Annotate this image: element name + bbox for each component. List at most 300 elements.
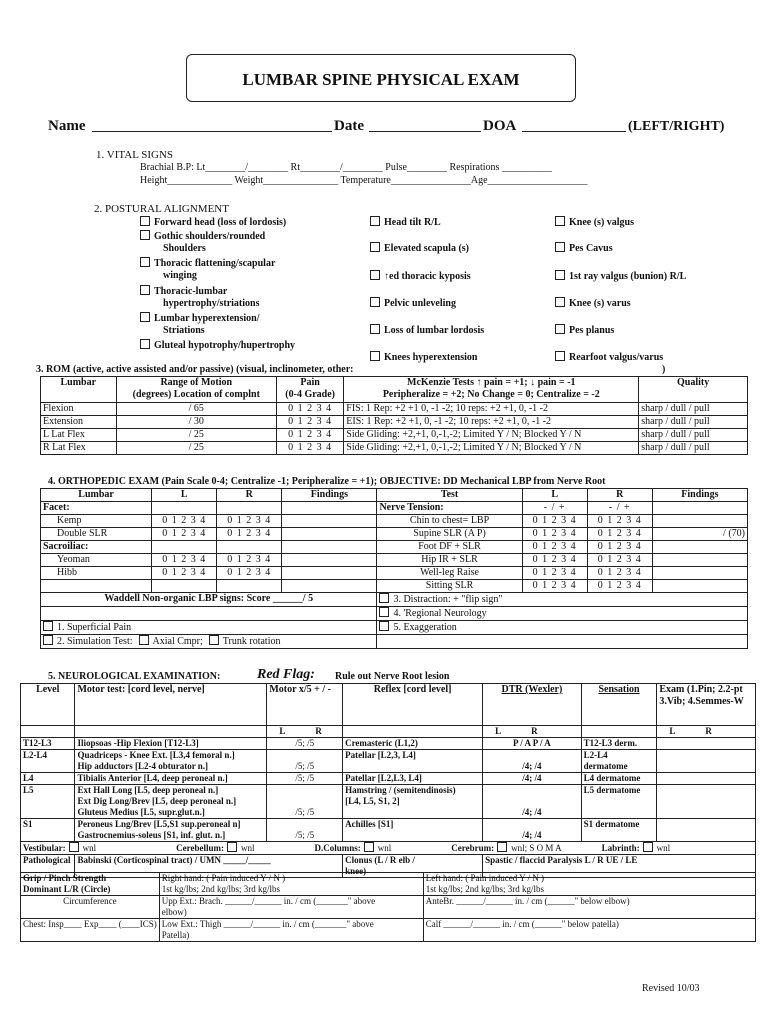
- neuro-row: [21, 785, 756, 819]
- checkbox[interactable]: [139, 635, 149, 645]
- ortho-cell: Foot DF + SLR: [377, 541, 522, 554]
- ortho-cell[interactable]: 0 1 2 3 4: [522, 541, 587, 554]
- left-hand: [423, 873, 755, 896]
- posture-text: Thoracic flattening/scapular: [154, 258, 276, 269]
- posture-text: ↑ed thoracic kyposis: [384, 271, 471, 282]
- w2-text: 2. Simulation Test:: [57, 636, 133, 647]
- neuro-sens: [581, 785, 657, 819]
- ortho-cell: [217, 580, 282, 593]
- ortho-cell[interactable]: 0 1 2 3 4: [152, 515, 217, 528]
- motor-line: Gluteus Medius [L5, supr.glut.n.]: [77, 807, 205, 817]
- rom-cell: FIS: 1 Rep: +2 +1 0, -1 -2; 10 reps: +2 +1, 0, -1 -2: [344, 403, 639, 416]
- w1-text: 1. Superficial Pain: [57, 622, 132, 633]
- motor-line: Hip adductors [L2-4 obturator n.]: [77, 761, 209, 771]
- ortho-h-findings: Findings: [282, 489, 377, 502]
- rom-h-range: [116, 377, 276, 403]
- posture-text: Lumbar hyperextension/: [154, 313, 260, 324]
- rom-cell: / 65: [116, 403, 276, 416]
- posture-text: Head tilt R/L: [384, 217, 441, 228]
- ortho-cell: [282, 515, 377, 528]
- ortho-cell[interactable]: 0 1 2 3 4: [217, 567, 282, 580]
- vitals-line1: Brachial B.P: Lt________/________ Rt________/________ Pulse________ Respirations __________: [140, 162, 552, 173]
- checkbox[interactable]: [370, 324, 380, 334]
- neuro-exam[interactable]: [657, 750, 756, 773]
- rom-h-pain2: (0-4 Grade): [285, 389, 335, 400]
- ortho-cell: [282, 541, 377, 554]
- rh2: 1st kg/lbs; 2nd kg/lbs; 3rd kg/lbs: [161, 884, 281, 894]
- ortho-cell: Well-leg Raise: [377, 567, 522, 580]
- ortho-cell: Yeoman: [41, 554, 152, 567]
- low1: Low Ext.: Thigh ______/______ in. / cm (_______" above: [161, 919, 374, 929]
- neuro-heading: 5. NEUROLOGICAL EXAMINATION:: [48, 671, 221, 682]
- ortho-cell: - / +: [522, 502, 587, 515]
- ortho-cell: Sacroiliac:: [41, 541, 152, 554]
- grip-table: [20, 872, 756, 942]
- posture-text: 1st ray valgus (bunion) R/L: [569, 271, 687, 282]
- rom-cell: / 25: [116, 429, 276, 442]
- ortho-row: [41, 515, 748, 528]
- side-label: (LEFT/RIGHT): [628, 119, 725, 134]
- ortho-cell: [652, 567, 747, 580]
- motor-line: Gastrocnemius-soleus [S1, inf. glut. n.]: [77, 830, 226, 840]
- rom-row: [41, 442, 748, 455]
- vest-label: Labrinth:: [601, 843, 640, 853]
- posture-item: [370, 351, 477, 364]
- rom-cell: sharp / dull / pull: [639, 429, 748, 442]
- l-label: L: [495, 726, 502, 736]
- neuro-row: [21, 819, 756, 842]
- ortho-h-test: Test: [377, 489, 522, 502]
- checkbox[interactable]: [364, 842, 374, 852]
- ortho-heading: 4. ORTHOPEDIC EXAM (Pain Scale 0-4; Centralize -1; Peripheralize = +1); OBJECTIVE: DD Mechanical LBP from Nerve Root: [48, 476, 606, 487]
- clonus-2: knee): [345, 866, 367, 876]
- rom-heading-close: ): [662, 364, 666, 375]
- name-line[interactable]: [92, 131, 332, 132]
- ortho-cell[interactable]: 0 1 2 3 4: [152, 528, 217, 541]
- l-label: L: [279, 726, 286, 736]
- right-hand: [159, 873, 423, 896]
- checkbox[interactable]: [140, 312, 150, 322]
- calf: Calf ______/______ in. / cm (______" below patella): [423, 919, 755, 942]
- neuro-lr-row: [21, 726, 756, 738]
- ortho-cell[interactable]: 0 1 2 3 4: [217, 515, 282, 528]
- neuro-sens: [581, 750, 657, 773]
- ortho-cell[interactable]: 0 1 2 3 4: [217, 528, 282, 541]
- neuro-mx[interactable]: /5; /5: [267, 738, 343, 750]
- vest-val: wnl: [241, 843, 255, 853]
- rom-h-pain: [277, 377, 344, 403]
- rom-cell: R Lat Flex: [41, 442, 117, 455]
- neuro-row: [21, 738, 756, 750]
- red-flag: Red Flag:: [257, 667, 315, 682]
- ortho-cell: Hip IR + SLR: [377, 554, 522, 567]
- waddell-5: [377, 621, 748, 635]
- neuro-h-dtr: DTR (Wexler): [483, 684, 582, 726]
- posture-item: [555, 242, 613, 255]
- r-label: R: [531, 726, 538, 736]
- neuro-h-level: Level: [21, 684, 75, 726]
- ortho-cell: [152, 502, 217, 515]
- posture-item: [555, 351, 663, 364]
- neuro-sens: [581, 738, 657, 750]
- rom-h-mck2: Peripheralize = +2; No Change = 0; Centralize = -2: [382, 389, 600, 400]
- reflex-line: [L4, L5, S1, 2]: [345, 796, 400, 806]
- doa-line[interactable]: [522, 131, 626, 132]
- checkbox[interactable]: [69, 842, 79, 852]
- checkbox[interactable]: [379, 621, 389, 631]
- checkbox[interactable]: [379, 607, 389, 617]
- vest-val: wnl: [377, 843, 392, 853]
- rh1: Right hand: ( Pain induced Y / N ): [161, 873, 286, 883]
- checkbox[interactable]: [555, 270, 565, 280]
- ortho-cell: [652, 515, 747, 528]
- rule-out: Rule out Nerve Root lesion: [335, 671, 450, 682]
- ortho-cell[interactable]: 0 1 2 3 4: [152, 554, 217, 567]
- sens-line: L2-L4: [583, 750, 608, 760]
- neuro-dtr[interactable]: /4; /4: [483, 819, 582, 842]
- clonus-1: Clonus (L / R elb /: [345, 855, 415, 865]
- posture-text: hypertrophy/striations: [163, 298, 260, 309]
- neuro-exam[interactable]: [657, 738, 756, 750]
- checkbox[interactable]: [140, 339, 150, 349]
- waddell-score: Waddell Non-organic LBP signs: Score ______/ 5: [41, 593, 377, 607]
- checkbox[interactable]: [43, 621, 53, 631]
- vest-val: wnl; S O M A: [511, 843, 562, 853]
- posture-item: [370, 297, 456, 310]
- ortho-cell[interactable]: 0 1 2 3 4: [587, 580, 652, 593]
- neuro-mx[interactable]: /5; /5: [267, 773, 343, 785]
- checkbox[interactable]: [140, 257, 150, 267]
- rom-cell: sharp / dull / pull: [639, 403, 748, 416]
- name-label: Name: [48, 118, 86, 134]
- vest-label: Vestibular:: [23, 843, 66, 853]
- rom-h-mckenzie: [344, 377, 639, 403]
- ortho-row: [41, 528, 748, 541]
- rom-h-range2: (degrees) Location of complnt: [132, 389, 260, 400]
- checkbox[interactable]: [43, 635, 53, 645]
- ortho-h-l2: L: [522, 489, 587, 502]
- neuro-reflex: [343, 738, 483, 750]
- checkbox[interactable]: [555, 216, 565, 226]
- neuro-lr-cell: [343, 726, 483, 738]
- neuro-dtr[interactable]: P / A P / A: [483, 738, 582, 750]
- reflex-line: Cremasteric (L1,2): [345, 738, 418, 748]
- checkbox[interactable]: [555, 351, 565, 361]
- rom-cell: EIS: 1 Rep: +2 +1, 0, -1 -2; 10 reps: +2 +1, 0, -1 -2: [344, 416, 639, 429]
- ortho-cell[interactable]: 0 1 2 3 4: [522, 580, 587, 593]
- vitals-line2: Height_____________ Weight_______________ Temperature________________Age____________________: [140, 175, 588, 186]
- low-ext: [159, 919, 423, 942]
- neuro-exam[interactable]: [657, 819, 756, 842]
- motor-line: Quadriceps - Knee Ext. [L3,4 femoral n.]: [77, 750, 235, 760]
- vest-row: [21, 842, 756, 855]
- neuro-level: L2-L4: [21, 750, 75, 773]
- vest-val: wnl: [656, 843, 671, 853]
- posture-text: Pes planus: [569, 325, 615, 336]
- w5-text: 5. Exaggeration: [393, 622, 457, 633]
- low2: Patella): [161, 930, 190, 940]
- ortho-cell[interactable]: 0 1 2 3 4: [587, 567, 652, 580]
- posture-text: Gluteal hypotrophy/hupertrophy: [154, 340, 296, 351]
- ortho-cell: - / +: [587, 502, 652, 515]
- checkbox[interactable]: [497, 842, 507, 852]
- ortho-cell: Facet:: [41, 502, 152, 515]
- w3-text: 3. Distraction: + "flip sign": [393, 594, 503, 605]
- neuro-level: L4: [21, 773, 75, 785]
- rom-h-mck1: McKenzie Tests ↑ pain = +1; ↓ pain = -1: [407, 377, 576, 388]
- neuro-h-exam: Exam (1.Pin; 2.2-pt 3.Vib; 4.Semmes-W: [657, 684, 756, 726]
- posture-text: Knee (s) valgus: [569, 217, 634, 228]
- sens-line: T12-L3 derm.: [583, 738, 638, 748]
- neuro-dtr[interactable]: /4; /4: [483, 785, 582, 819]
- posture-item: [555, 324, 614, 337]
- rom-h-pain1: Pain: [300, 377, 320, 388]
- neuro-mx[interactable]: /5; /5: [267, 819, 343, 842]
- ortho-cell[interactable]: 0 1 2 3 4: [587, 541, 652, 554]
- waddell-row: [41, 621, 748, 635]
- rom-cell: 0 1 2 3 4: [277, 429, 344, 442]
- axial-text: Axial Cmpr;: [152, 636, 203, 647]
- posture-text: Shoulders: [163, 243, 206, 254]
- neuro-reflex: [343, 819, 483, 842]
- ortho-cell: [282, 528, 377, 541]
- antebr: AnteBr. ______/______ in. / cm (______" below elbow): [423, 896, 755, 919]
- motor-line: Peroneus Lng/Brev [L5,S1 sup.peroneal n]: [77, 819, 241, 829]
- neuro-h-sens: Sensation: [581, 684, 657, 726]
- checkbox[interactable]: [555, 324, 565, 334]
- neuro-motor: [75, 750, 267, 773]
- posture-text: Loss of lumbar lordosis: [384, 325, 485, 336]
- posture-text: Elevated scapula (s): [384, 243, 469, 254]
- vest-cell: [21, 842, 756, 855]
- neuro-exam[interactable]: [657, 785, 756, 819]
- checkbox[interactable]: [140, 230, 150, 240]
- neuro-row: [21, 773, 756, 785]
- reflex-line: Achilles [S1]: [345, 819, 394, 829]
- neuro-dtr[interactable]: /4; /4: [483, 773, 582, 785]
- rom-table: [40, 376, 748, 455]
- posture-item: [163, 270, 197, 282]
- checkbox[interactable]: [209, 635, 219, 645]
- posture-item: [163, 325, 205, 337]
- ortho-cell[interactable]: 0 1 2 3 4: [587, 515, 652, 528]
- checkbox[interactable]: [555, 242, 565, 252]
- neuro-reflex: [343, 773, 483, 785]
- neuro-lr-cell: [75, 726, 267, 738]
- checkbox[interactable]: [227, 842, 237, 852]
- posture-text: Gothic shoulders/rounded: [154, 231, 266, 242]
- ortho-cell[interactable]: 0 1 2 3 4: [522, 515, 587, 528]
- ortho-cell[interactable]: 0 1 2 3 4: [152, 567, 217, 580]
- r-label: R: [315, 726, 322, 736]
- ortho-row: [41, 554, 748, 567]
- ortho-table: [40, 488, 748, 649]
- checkbox[interactable]: [140, 216, 150, 226]
- posture-text: Forward head (loss of lordosis): [154, 217, 287, 228]
- doa-label: DOA: [483, 118, 517, 134]
- ortho-cell: [652, 554, 747, 567]
- motor-line: Ext Hall Long [L5, deep peroneal n.]: [77, 785, 219, 795]
- posture-item: [140, 216, 286, 229]
- ortho-cell: [152, 580, 217, 593]
- rom-h-lumbar: Lumbar: [41, 377, 117, 403]
- ortho-row: [41, 580, 748, 593]
- rom-cell: Extension: [41, 416, 117, 429]
- waddell-row: [41, 607, 748, 621]
- rom-cell: Side Gliding: +2,+1, 0,-1,-2; Limited Y / N; Blocked Y / N: [344, 429, 639, 442]
- ortho-cell: [652, 502, 747, 515]
- sens-line: S1 dermatome: [583, 819, 640, 829]
- neuro-level: T12-L3: [21, 738, 75, 750]
- checkbox[interactable]: [370, 351, 380, 361]
- ortho-row: [41, 541, 748, 554]
- neuro-reflex: [343, 750, 483, 773]
- motor-line: Iliopsoas -Hip Flexion [T12-L3]: [77, 738, 199, 748]
- sens-line: L5 dermatome: [583, 785, 641, 795]
- posture-item: [555, 270, 686, 283]
- neuro-lr-cell: [657, 726, 756, 738]
- waddell-3: [377, 593, 748, 607]
- ortho-cell: Sitting SLR: [377, 580, 522, 593]
- neuro-sens: [581, 819, 657, 842]
- neuro-mx[interactable]: /5; /5: [267, 785, 343, 819]
- grip-l2: Dominant L/R (Circle): [23, 884, 111, 894]
- ortho-cell: [282, 580, 377, 593]
- ortho-cell: Kemp: [41, 515, 152, 528]
- date-label: Date: [334, 118, 364, 134]
- ortho-cell: [282, 554, 377, 567]
- vest-val: wnl: [82, 843, 97, 853]
- rom-cell: Side Gliding: +2,+1, 0,-1,-2; Limited Y / N; Blocked Y / N: [344, 442, 639, 455]
- ortho-cell[interactable]: 0 1 2 3 4: [522, 567, 587, 580]
- ortho-cell: [152, 541, 217, 554]
- checkbox[interactable]: [555, 297, 565, 307]
- rom-h-quality: Quality: [639, 377, 748, 403]
- grip-label: [21, 873, 160, 896]
- neuro-h-mx: Motor x/5 + / -: [267, 684, 343, 726]
- waddell-empty: [41, 607, 377, 621]
- trunk-text: Trunk rotation: [222, 636, 281, 647]
- checkbox[interactable]: [370, 242, 380, 252]
- ortho-cell: Hibb: [41, 567, 152, 580]
- ortho-row: [41, 567, 748, 580]
- ortho-h-findings2: Findings: [652, 489, 747, 502]
- posture-item: [140, 339, 295, 352]
- rom-cell: L Lat Flex: [41, 429, 117, 442]
- ortho-cell: Chin to chest= LBP: [377, 515, 522, 528]
- posture-item: [140, 285, 227, 298]
- posture-heading: 2. POSTURAL ALIGNMENT: [94, 203, 229, 215]
- babinski: Babinski (Corticospinal tract) / UMN _____/_____: [75, 855, 343, 878]
- ortho-cell[interactable]: 0 1 2 3 4: [522, 554, 587, 567]
- checkbox[interactable]: [140, 285, 150, 295]
- checkbox[interactable]: [643, 842, 653, 852]
- l-label: L: [669, 726, 676, 736]
- ortho-cell: [652, 541, 747, 554]
- upp2: elbow): [161, 907, 187, 917]
- circumference: Circumference: [21, 896, 160, 919]
- vest-label: Cerebrum:: [451, 843, 495, 853]
- waddell-row: [41, 593, 748, 607]
- ortho-row: [41, 502, 748, 515]
- reflex-line: Patellar [L2,3, L4]: [345, 750, 416, 760]
- neuro-mx[interactable]: /5; /5: [267, 750, 343, 773]
- neuro-h-motor: Motor test: [cord level, nerve]: [75, 684, 267, 726]
- ortho-h-r2: R: [587, 489, 652, 502]
- ortho-cell: [652, 580, 747, 593]
- posture-text: Knees hyperextension: [384, 352, 478, 363]
- ortho-cell[interactable]: 0 1 2 3 4: [587, 528, 652, 541]
- ortho-cell[interactable]: 0 1 2 3 4: [522, 528, 587, 541]
- upp1: Upp Ext.: Brach. ______/______ in. / cm (_______" above: [161, 896, 376, 906]
- posture-item: [163, 298, 260, 310]
- posture-item: [370, 216, 441, 229]
- posture-item: [140, 230, 265, 243]
- posture-item: [140, 257, 275, 270]
- posture-text: Striations: [163, 325, 205, 336]
- ortho-cell[interactable]: 0 1 2 3 4: [217, 554, 282, 567]
- ortho-cell: Nerve Tension:: [377, 502, 522, 515]
- vest-label: Cerebellum:: [176, 843, 224, 853]
- chest: Chest: Insp____ Exp____ (____ICS): [21, 919, 160, 942]
- waddell-1: [41, 621, 377, 635]
- sens-line: dermatome: [583, 761, 628, 771]
- neuro-lr-cell: [581, 726, 657, 738]
- rom-cell: Flexion: [41, 403, 117, 416]
- sens-line: L4 dermatome: [583, 773, 641, 783]
- upp-ext: [159, 896, 423, 919]
- checkbox[interactable]: [370, 270, 380, 280]
- ortho-cell[interactable]: 0 1 2 3 4: [587, 554, 652, 567]
- motor-line: Tibialis Anterior [L4, deep peroneal n.]: [77, 773, 228, 783]
- lh2: 1st kg/lbs; 2nd kg/lbs; 3rd kg/lbs: [425, 884, 544, 894]
- revised-note: Revised 10/03: [642, 983, 700, 994]
- checkbox[interactable]: [370, 216, 380, 226]
- posture-text: winging: [163, 270, 197, 281]
- path-label: Pathological: [21, 855, 75, 878]
- posture-text: Pelvic unleveling: [384, 298, 456, 309]
- neuro-dtr[interactable]: /4; /4: [483, 750, 582, 773]
- date-line[interactable]: [369, 131, 481, 132]
- rom-cell: sharp / dull / pull: [639, 442, 748, 455]
- ortho-h-l: L: [152, 489, 217, 502]
- posture-item: [370, 270, 471, 283]
- w4-text: 4. 'Regional Neurology: [393, 608, 487, 619]
- rom-row: [41, 416, 748, 429]
- rom-cell: / 25: [116, 442, 276, 455]
- vest-label: D.Columns:: [314, 843, 361, 853]
- neuro-lr-cell: [21, 726, 75, 738]
- posture-text: Rearfoot valgus/varus: [569, 352, 664, 363]
- ortho-cell: [282, 502, 377, 515]
- r-label: R: [705, 726, 712, 736]
- ortho-h-lumbar: Lumbar: [41, 489, 152, 502]
- posture-text: Thoracic-lumbar: [154, 286, 228, 297]
- ortho-cell: [41, 580, 152, 593]
- neuro-motor: [75, 773, 267, 785]
- checkbox[interactable]: [379, 593, 389, 603]
- rom-cell: 0 1 2 3 4: [277, 403, 344, 416]
- neuro-exam[interactable]: [657, 773, 756, 785]
- neuro-level: L5: [21, 785, 75, 819]
- ortho-cell: Double SLR: [41, 528, 152, 541]
- posture-item: [555, 216, 634, 229]
- posture-text: Pes Cavus: [569, 243, 613, 254]
- checkbox[interactable]: [370, 297, 380, 307]
- neuro-level: S1: [21, 819, 75, 842]
- ortho-cell: [217, 541, 282, 554]
- grip-l1: Grip / Pinch Strength: [23, 873, 107, 883]
